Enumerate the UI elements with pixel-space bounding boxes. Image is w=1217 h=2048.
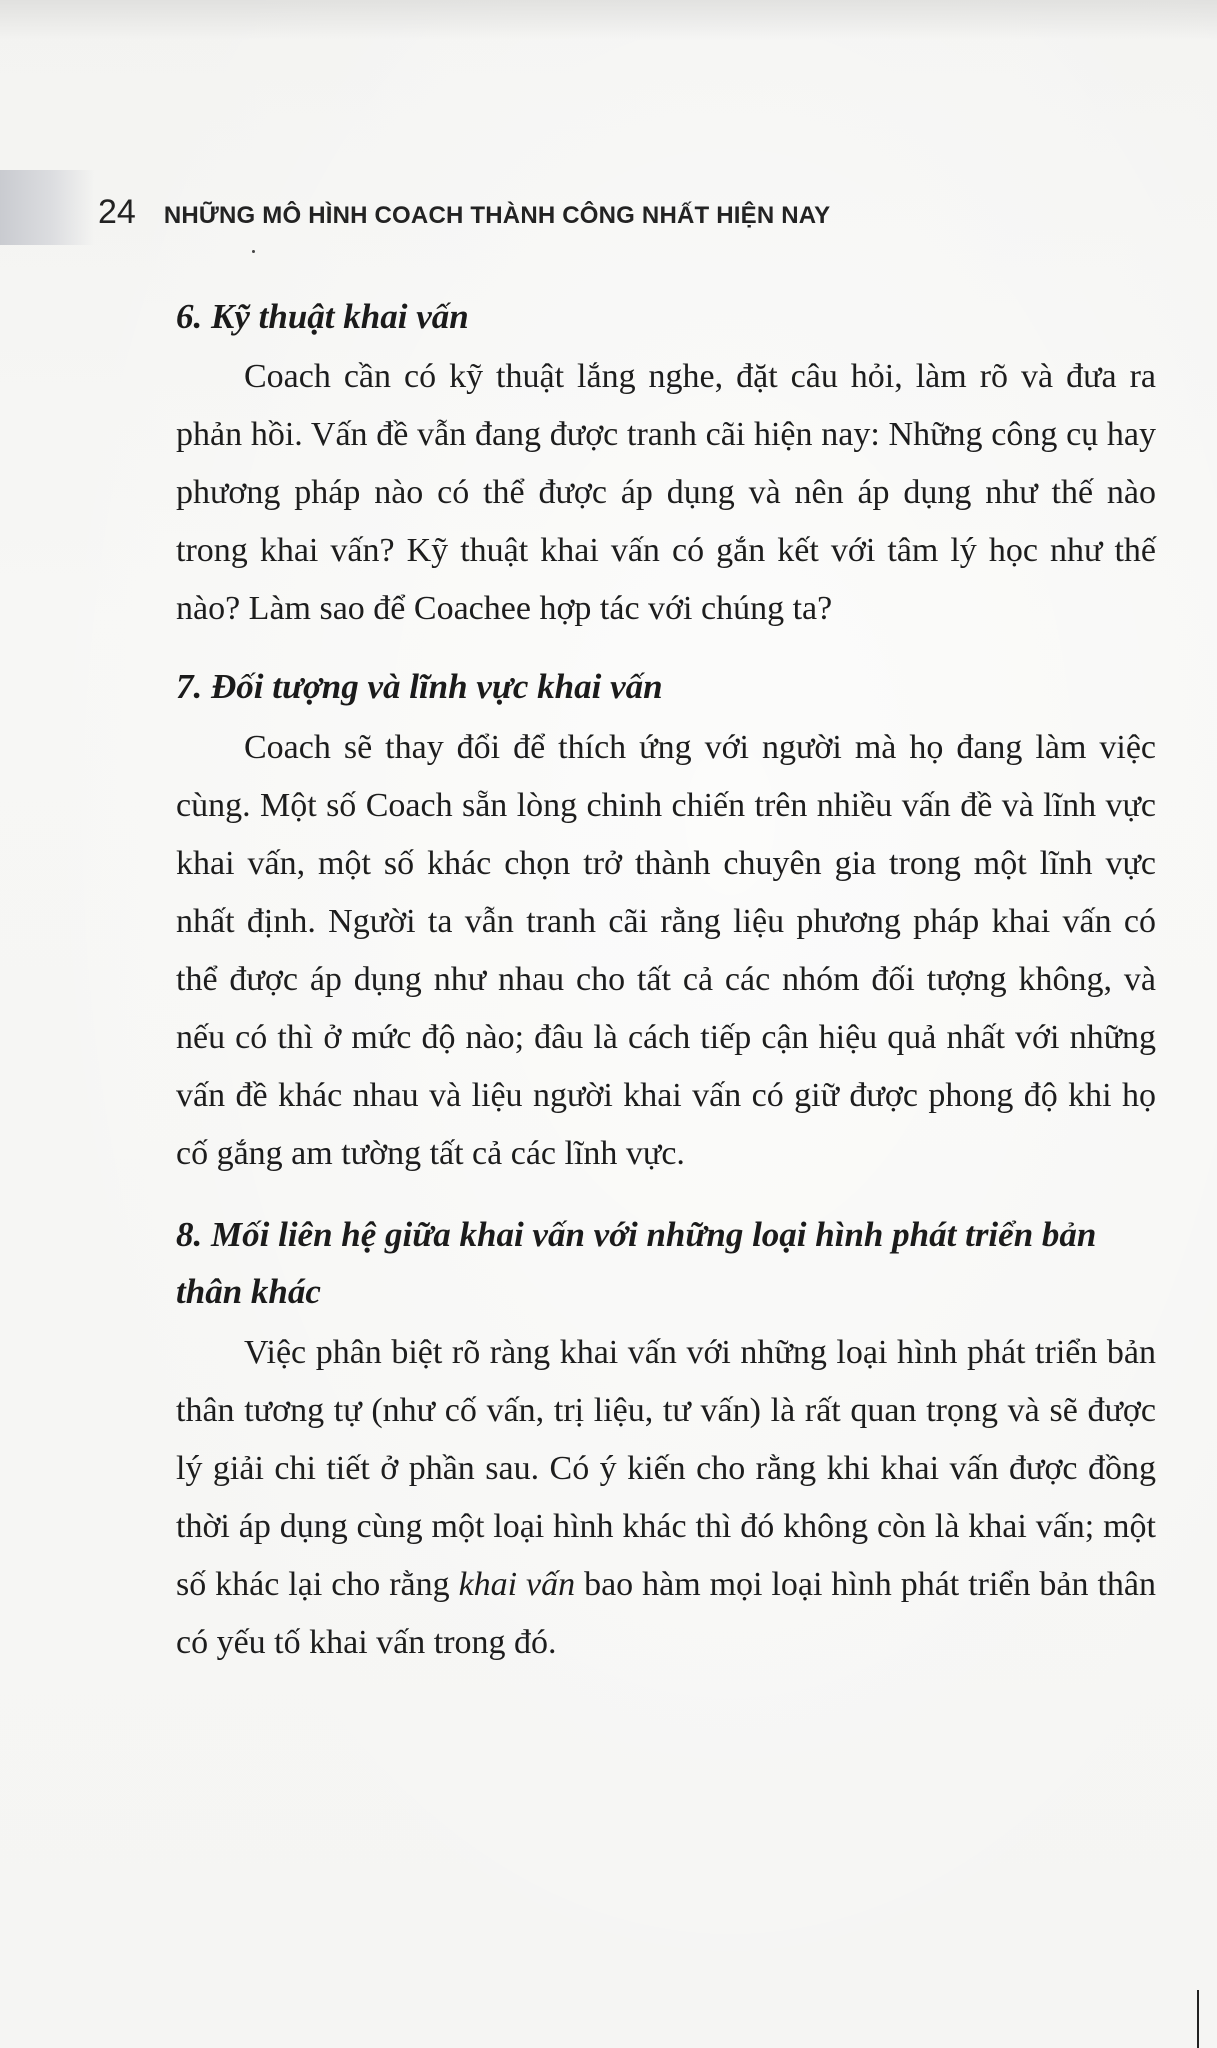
header-edge-tab bbox=[0, 170, 95, 245]
section-8-heading: 8. Mối liên hệ giữa khai vấn với những loại hình phát triển bản thân khác bbox=[176, 1215, 1097, 1311]
running-title: NHỮNG MÔ HÌNH COACH THÀNH CÔNG NHẤT HIỆN NAY bbox=[163, 202, 831, 229]
page-content bbox=[176, 278, 1156, 1672]
section-6-heading: 6. Kỹ thuật khai vấn bbox=[176, 297, 469, 336]
section-8-paragraph bbox=[176, 1324, 1156, 1672]
print-speck bbox=[252, 250, 255, 253]
section-8-text-end: bao hàm mọi loại hình phát triển bản thân có yếu tố khai vấn trong đó. bbox=[176, 1566, 1156, 1661]
page-edge-mark bbox=[1197, 1990, 1199, 2048]
section-8-emphasis: khai vấn bbox=[458, 1566, 576, 1603]
section-7-paragraph: Coach sẽ thay đổi để thích ứng với người mà họ đang làm việc cùng. Một số Coach sẵn lòng chinh chiến trên nhiều vấn đề và lĩnh vực khai vấn, một số khác chọn trở thành chuyên gia trong một lĩnh vực nhất định. Người ta vẫn tranh cãi rằng liệu phương pháp khai vấn có thể được áp dụng như nhau cho tất cả các nhóm đối tượng không, và nếu có thì ở mức độ nào; đâu là cách tiếp cận hiệu quả nhất với những vấn đề khác nhau và liệu người khai vấn có giữ được phong độ khi họ cố gắng am tường tất cả các lĩnh vực. bbox=[176, 729, 1156, 1172]
section-6-paragraph: Coach cần có kỹ thuật lắng nghe, đặt câu hỏi, làm rõ và đưa ra phản hồi. Vấn đề vẫn đang được tranh cãi hiện nay: Những công cụ hay phương pháp nào có thể được áp dụng và nên áp dụng như thế nào trong khai vấn? Kỹ thuật khai vấn có gắn kết với tâm lý học như thế nào? Làm sao để Coachee hợp tác với chúng ta? bbox=[176, 358, 1156, 627]
page-top-shadow bbox=[0, 0, 1217, 40]
running-header bbox=[98, 193, 830, 232]
section-8-text-start: Việc phân biệt rõ ràng khai vấn với những loại hình phát triển bản thân tương tự (như cố vấn, trị liệu, tư vấn) là rất quan trọng và sẽ được lý giải chi tiết ở phần sau. Có ý kiến cho rằng khi khai vấn được đồng thời áp dụng cùng một loại hình khác thì đó không còn là khai vấn; một số khác lại cho rằng bbox=[176, 1334, 1156, 1603]
section-7-heading: 7. Đối tượng và lĩnh vực khai vấn bbox=[176, 667, 663, 706]
page-number: 24 bbox=[98, 193, 136, 231]
